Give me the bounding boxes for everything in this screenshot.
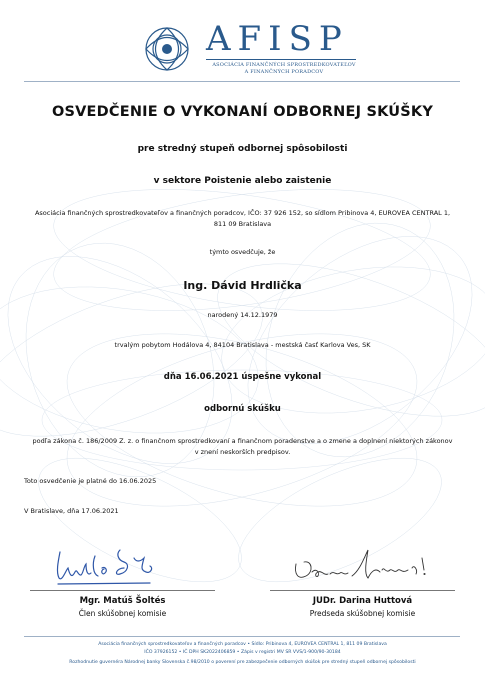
- signature-right: [290, 540, 440, 588]
- letterhead: [0, 18, 485, 88]
- exam-date-statement: dňa 16.06.2021 úspešne vykonal: [163, 372, 322, 382]
- footer-divider: [24, 636, 460, 637]
- header-divider: [24, 81, 460, 82]
- brand-wordmark: AFISP: [206, 19, 349, 59]
- legal-basis: podľa zákona č. 186/2009 Z. z. o finančnom sprostredkovaní a finančnom poradenstve a o zmene a doplnení niektorých zákonov v znení neskorších predpisov.: [32, 437, 453, 456]
- footer-line-1: Asociácia finančných sprostredkovateľov a finančných poradcov • Sídlo: Pribinova 4, EUROVEA CENTRAL 1, 811 09 Bratislava: [98, 642, 387, 647]
- validity-statement: Toto osvedčenie je platné do 16.06.2025: [24, 477, 157, 485]
- signature-line-right: [270, 590, 455, 591]
- place-and-date: V Bratislave, dňa 17.06.2021: [24, 507, 119, 515]
- signer-name-right: JUDr. Darina Huttová: [312, 596, 413, 606]
- signer-role-right: Predseda skúšobnej komisie: [309, 609, 416, 618]
- exam-type: odbornú skúšku: [204, 404, 281, 414]
- holder-name: Ing. Dávid Hrdlička: [183, 279, 302, 292]
- brand-subtitle-line2: A FINANČNÝCH PORADCOV: [244, 69, 324, 75]
- qualification-sector: v sektore Poistenie alebo zaistenie: [153, 176, 332, 186]
- brand-subtitle-line1: ASOCIÁCIA FINANČNÝCH SPROSTREDKOVATEĽOV: [212, 62, 356, 68]
- issuer-details: Asociácia finančných sprostredkovateľov a finančných poradcov, IČO: 37 926 152, so sídlom Pribinova 4, EUROVEA CENTRAL 1, 811 09 Bratislava: [34, 209, 451, 228]
- footer-line-2: IČO 37926152 • IČ DPH SK2022406859 • Zápis v registri MV SR VVS/1-900/90-30184: [144, 650, 341, 655]
- signer-name-left: Mgr. Matúš Šoltés: [79, 596, 166, 606]
- holder-birthdate: narodený 14.12.1979: [207, 311, 278, 319]
- signature-line-left: [30, 590, 215, 591]
- brand-underline: [206, 59, 356, 60]
- signature-left: [50, 540, 190, 588]
- footer-line-3: Rozhodnutie guvernéra Národnej banky Slovenska č.98/2010 o poverení pre zabezpečenie odborných skúšok pre stredný stupeň odbornej spôsobilosti: [69, 660, 416, 665]
- certifies-text: týmto osvedčuje, že: [209, 248, 276, 256]
- qualification-level: pre stredný stupeň odbornej spôsobilosti: [137, 144, 348, 154]
- certificate-title: OSVEDČENIE O VYKONANÍ ODBORNEJ SKÚŠKY: [51, 104, 434, 120]
- afisp-logo-icon: [140, 24, 194, 74]
- signer-role-left: Člen skúšobnej komisie: [78, 609, 167, 618]
- holder-address: trvalým pobytom Hodálova 4, 84104 Bratislava - mestská časť Karlova Ves, SK: [114, 341, 371, 349]
